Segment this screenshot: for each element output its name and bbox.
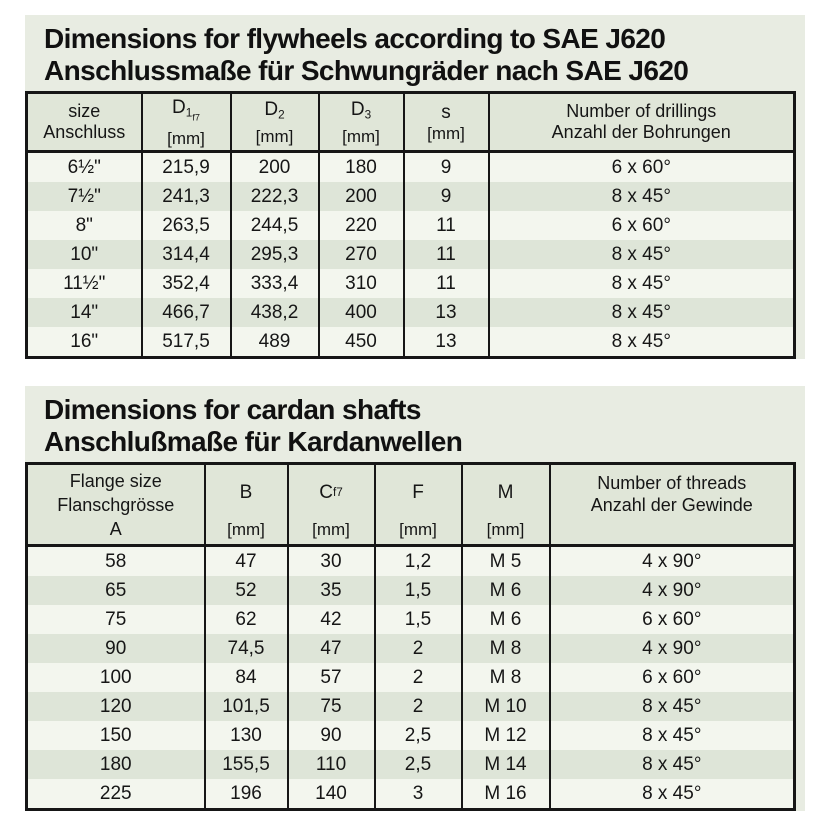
table-cell: 90 [288, 721, 375, 750]
table-cell: 310 [319, 269, 404, 298]
table-cell: 140 [288, 779, 375, 810]
table-cell: 8 x 45° [550, 692, 795, 721]
table-cell: 220 [319, 211, 404, 240]
col-header-d3: $D_3$ [mm] [319, 93, 404, 152]
table-cell: 8 x 45° [489, 269, 795, 298]
unit-label: [mm] [227, 520, 265, 540]
table-cell: 222,3 [231, 182, 319, 211]
table-cell: 438,2 [231, 298, 319, 327]
table-cell: 8 x 45° [489, 298, 795, 327]
table-cell: 11½" [27, 269, 142, 298]
cardan-section [25, 386, 805, 811]
table-cell: 196 [205, 779, 288, 810]
table-row [27, 546, 795, 577]
table-cell: M 10 [462, 692, 550, 721]
table-row [27, 298, 795, 327]
table-cell: 352,4 [142, 269, 231, 298]
cardan-table-head [27, 464, 795, 546]
unit-label: [mm] [399, 520, 437, 540]
table-row [27, 779, 795, 810]
table-cell: 8 x 45° [489, 327, 795, 358]
table-cell: M 6 [462, 576, 550, 605]
table-cell: 180 [319, 152, 404, 183]
table-cell: 57 [288, 663, 375, 692]
table-cell: 295,3 [231, 240, 319, 269]
table-cell: 150 [27, 721, 205, 750]
table-cell: 101,5 [205, 692, 288, 721]
table-cell: 4 x 90° [550, 634, 795, 663]
table-cell: 11 [404, 211, 489, 240]
table-cell: 225 [27, 779, 205, 810]
table-cell: 200 [319, 182, 404, 211]
table-cell: 10" [27, 240, 142, 269]
table-cell: 74,5 [205, 634, 288, 663]
table-cell: M 5 [462, 546, 550, 577]
table-row [27, 211, 795, 240]
flywheel-title-english: Dimensions for flywheels according to SAE J620 [44, 23, 666, 54]
table-cell: 47 [288, 634, 375, 663]
table-cell: 155,5 [205, 750, 288, 779]
table-cell: 9 [404, 152, 489, 183]
cardan-title-english: Dimensions for cardan shafts [44, 394, 421, 425]
table-cell: 6 x 60° [550, 663, 795, 692]
table-cell: 517,5 [142, 327, 231, 358]
flywheel-section [25, 15, 805, 359]
col-header-s: s [mm] [404, 93, 489, 152]
flywheel-table-body [27, 152, 795, 358]
cardan-table [25, 462, 796, 811]
table-cell: 13 [404, 298, 489, 327]
table-cell: 84 [205, 663, 288, 692]
unit-label: [mm] [312, 520, 350, 540]
table-cell: 2,5 [375, 750, 462, 779]
table-cell: 130 [205, 721, 288, 750]
table-row [27, 152, 795, 183]
table-cell: M 16 [462, 779, 550, 810]
table-cell: 1,2 [375, 546, 462, 577]
flywheel-title-german: Anschlussmaße für Schwungräder nach SAE J620 [44, 54, 689, 86]
table-cell: 2 [375, 634, 462, 663]
col-header-drillings: Number of drillings Anzahl der Bohrungen [489, 93, 795, 152]
table-cell: 75 [288, 692, 375, 721]
table-cell: 42 [288, 605, 375, 634]
col-header-threads: Number of threads Anzahl der Gewinde [550, 464, 795, 546]
table-row [27, 692, 795, 721]
table-row [27, 750, 795, 779]
table-cell: 314,4 [142, 240, 231, 269]
unit-label: [mm] [255, 127, 294, 147]
flywheel-table-head [27, 93, 795, 152]
table-row [27, 269, 795, 298]
table-cell: 9 [404, 182, 489, 211]
cardan-title-german: Anschlußmaße für Kardanwellen [44, 425, 463, 457]
table-cell: M 8 [462, 634, 550, 663]
table-cell: 30 [288, 546, 375, 577]
table-cell: M 8 [462, 663, 550, 692]
table-row [27, 605, 795, 634]
flywheel-table [25, 91, 796, 359]
table-cell: 8 x 45° [489, 240, 795, 269]
table-cell: 2 [375, 663, 462, 692]
table-cell: 8 x 45° [489, 182, 795, 211]
table-cell: 8 x 45° [550, 721, 795, 750]
table-cell: 6 x 60° [489, 211, 795, 240]
table-cell: 8 x 45° [550, 779, 795, 810]
table-cell: 6½" [27, 152, 142, 183]
table-cell: 4 x 90° [550, 576, 795, 605]
unit-label: [mm] [167, 129, 205, 149]
header-row [27, 93, 795, 152]
table-cell: 4 x 90° [550, 546, 795, 577]
table-cell: 65 [27, 576, 205, 605]
table-cell: 200 [231, 152, 319, 183]
table-cell: M 14 [462, 750, 550, 779]
table-cell: 2 [375, 692, 462, 721]
table-cell: 6 x 60° [489, 152, 795, 183]
col-header-b: B [mm] [205, 464, 288, 546]
table-row [27, 634, 795, 663]
table-cell: 7½" [27, 182, 142, 211]
table-cell: 215,9 [142, 152, 231, 183]
table-cell: M 12 [462, 721, 550, 750]
col-header-c: C f7 [mm] [288, 464, 375, 546]
table-cell: 466,7 [142, 298, 231, 327]
table-cell: 13 [404, 327, 489, 358]
table-cell: 2,5 [375, 721, 462, 750]
header-row [27, 464, 795, 546]
cardan-table-body [27, 546, 795, 810]
col-header-f: F [mm] [375, 464, 462, 546]
table-cell: 1,5 [375, 576, 462, 605]
table-row [27, 663, 795, 692]
table-cell: 47 [205, 546, 288, 577]
table-cell: 241,3 [142, 182, 231, 211]
col-header-size: size Anschluss [27, 93, 142, 152]
table-cell: 11 [404, 269, 489, 298]
table-cell: 120 [27, 692, 205, 721]
table-cell: 35 [288, 576, 375, 605]
table-cell: 450 [319, 327, 404, 358]
table-cell: 6 x 60° [550, 605, 795, 634]
cardan-section-title [25, 386, 805, 462]
table-cell: 90 [27, 634, 205, 663]
table-row [27, 721, 795, 750]
table-cell: 14" [27, 298, 142, 327]
table-cell: 270 [319, 240, 404, 269]
table-cell: 58 [27, 546, 205, 577]
table-row [27, 182, 795, 211]
table-cell: 52 [205, 576, 288, 605]
table-row [27, 576, 795, 605]
unit-label: [mm] [486, 520, 525, 540]
table-cell: 62 [205, 605, 288, 634]
table-cell: 489 [231, 327, 319, 358]
table-cell: 1,5 [375, 605, 462, 634]
unit-label: [mm] [342, 127, 380, 147]
table-row [27, 327, 795, 358]
table-cell: 16" [27, 327, 142, 358]
table-row [27, 240, 795, 269]
table-cell: M 6 [462, 605, 550, 634]
table-cell: 3 [375, 779, 462, 810]
table-cell: 263,5 [142, 211, 231, 240]
col-header-d2: $D_2$ [mm] [231, 93, 319, 152]
col-header-m: M [mm] [462, 464, 550, 546]
table-cell: 180 [27, 750, 205, 779]
table-cell: 110 [288, 750, 375, 779]
table-cell: 100 [27, 663, 205, 692]
table-cell: 8 x 45° [550, 750, 795, 779]
col-header-d1: $D_{1f7}$ [mm] [142, 93, 231, 152]
table-cell: 75 [27, 605, 205, 634]
table-cell: 11 [404, 240, 489, 269]
table-cell: 8" [27, 211, 142, 240]
table-cell: 333,4 [231, 269, 319, 298]
table-cell: 400 [319, 298, 404, 327]
flywheel-section-title [25, 15, 805, 91]
col-header-flange-size: Flange size Flanschgrösse A [27, 464, 205, 546]
table-cell: 244,5 [231, 211, 319, 240]
unit-label: [mm] [427, 124, 465, 144]
